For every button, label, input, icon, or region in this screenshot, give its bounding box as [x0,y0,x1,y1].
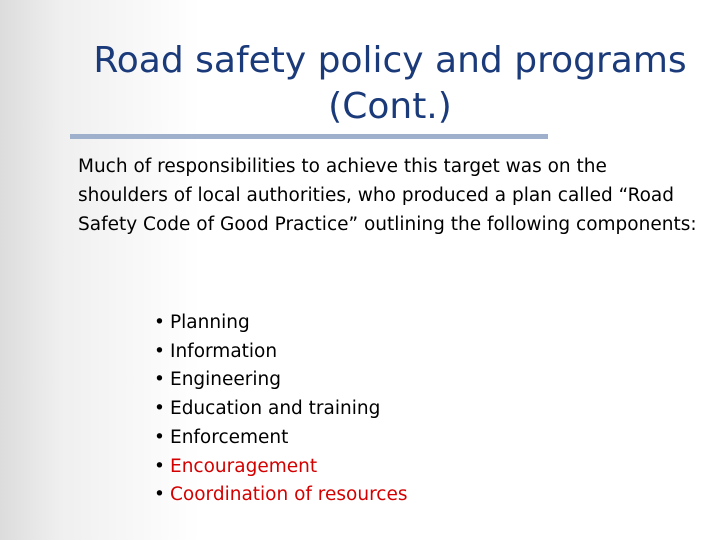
list-item-label: Education and training [170,398,381,420]
slide-title-line-1: Road safety policy and programs [93,40,687,81]
bullet-icon: • [154,426,165,448]
list-item-label: Information [170,340,278,362]
list-item-label: Engineering [170,369,281,391]
components-list [154,309,407,510]
intro-paragraph: Much of responsibilities to achieve this target was on the shoulders of local authorities, who produced a plan called “Road Safety Code of Good Practice” outlining the following components: [78,156,697,235]
bullet-icon: • [154,484,165,506]
title-underline-divider [70,134,548,139]
slide-title-line-2: (Cont.) [328,86,452,127]
slide-title [60,38,720,130]
list-item-label: Planning [170,312,250,333]
bullet-icon: • [154,455,165,477]
bullet-icon: • [154,312,165,333]
list-item [154,366,407,395]
list-item [154,424,407,453]
list-item [154,338,407,367]
list-item [154,453,407,482]
list-item [154,395,407,424]
list-item [154,481,407,510]
list-item-label: Enforcement [170,426,289,448]
list-item-label: Encouragement [170,455,318,477]
bullet-icon: • [154,369,165,391]
list-item [154,309,407,338]
bullet-icon: • [154,398,165,420]
list-item-label: Coordination of resources [170,484,408,506]
bullet-icon: • [154,340,165,362]
